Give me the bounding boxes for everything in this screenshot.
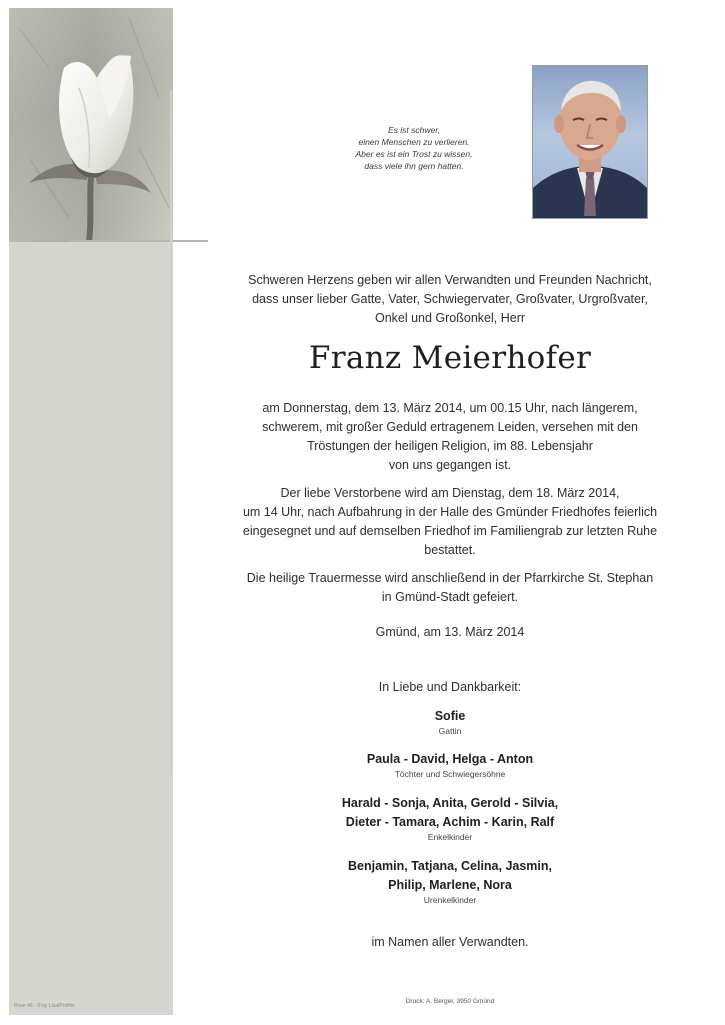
intro-line: Onkel und Großonkel, Herr — [374, 311, 526, 325]
family-names — [225, 750, 675, 769]
motto-line: einen Menschen zu verlieren. — [358, 137, 470, 147]
intro-paragraph — [225, 271, 675, 328]
death-notice-line: schwerem, mit großer Geduld ertragenem Leiden, versehen mit den — [262, 420, 638, 434]
family-relation: Gattin — [438, 726, 462, 736]
deceased-name: Franz Meierhofer — [308, 340, 592, 376]
gratitude-line: In Liebe und Dankbarkeit: — [378, 680, 522, 694]
family-names — [225, 857, 675, 895]
motto-line: Es ist schwer, — [388, 125, 440, 135]
funeral-paragraph — [225, 484, 675, 560]
family-names — [225, 707, 675, 726]
mass-line: in Gmünd-Stadt gefeiert. — [381, 590, 519, 604]
family-name-line: Philip, Marlene, Nora — [388, 878, 512, 892]
death-notice-line: von uns gegangen ist. — [388, 458, 512, 472]
divider-horizontal — [68, 240, 208, 242]
family-name-line: Benjamin, Tatjana, Celina, Jasmin, — [348, 859, 552, 873]
divider-vertical — [170, 90, 172, 775]
family-relation: Urenkelkinder — [423, 895, 477, 905]
funeral-line: um 14 Uhr, nach Aufbahrung in der Halle des Gmünder Friedhofes feierlich — [242, 505, 658, 519]
death-notice-line: am Donnerstag, dem 13. März 2014, um 00.15 Uhr, nach längerem, — [262, 401, 638, 415]
family-group-children — [225, 750, 675, 780]
death-notice-line: Tröstungen der heiligen Religion, im 88. Lebensjahr — [307, 439, 593, 453]
funeral-line: bestattet. — [424, 543, 476, 557]
rose-icon — [9, 8, 173, 242]
closing-line: im Namen aller Verwandten. — [371, 935, 529, 949]
printer-imprint: Druck: A. Berger, 3950 Gmünd — [405, 998, 495, 1005]
motto-line: Aber es ist ein Trost zu wissen, — [355, 149, 473, 159]
death-notice-paragraph — [225, 399, 675, 475]
family-relation: Töchter und Schwiegersöhne — [394, 769, 506, 779]
intro-line: dass unser lieber Gatte, Vater, Schwiegervater, Großvater, Urgroßvater, — [252, 292, 648, 306]
portrait-icon — [533, 66, 647, 218]
motto-line: dass viele ihn gern hatten. — [364, 161, 464, 171]
family-names — [225, 794, 675, 832]
family-name-line: Dieter - Tamara, Achim - Karin, Ralf — [345, 815, 555, 829]
rose-image — [9, 8, 173, 242]
family-name-line: Paula - David, Helga - Anton — [366, 752, 534, 766]
family-group-wife — [225, 707, 675, 737]
family-group-great-grandchildren — [225, 857, 675, 906]
family-relation: Enkelkinder — [427, 832, 473, 842]
motto-quote — [314, 124, 514, 172]
mass-line: Die heilige Trauermesse wird anschließend in der Pfarrkirche St. Stephan — [246, 571, 654, 585]
portrait-photo — [533, 66, 647, 218]
place-date: Gmünd, am 13. März 2014 — [375, 625, 525, 639]
funeral-line: eingesegnet und auf demselben Friedhof im Familiengrab zur letzten Ruhe — [242, 524, 658, 538]
funeral-line: Der liebe Verstorbene wird am Dienstag, dem 18. März 2014, — [280, 486, 620, 500]
intro-line: Schweren Herzens geben wir allen Verwandten und Freunden Nachricht, — [248, 273, 652, 287]
family-group-grandchildren — [225, 794, 675, 843]
family-name-line: Harald - Sonja, Anita, Gerold - Silvia, — [341, 796, 559, 810]
mass-paragraph — [225, 569, 675, 607]
image-credit: Rose 46 · © by Lisa/Profilio — [14, 1003, 75, 1009]
family-name-line: Sofie — [434, 709, 466, 723]
